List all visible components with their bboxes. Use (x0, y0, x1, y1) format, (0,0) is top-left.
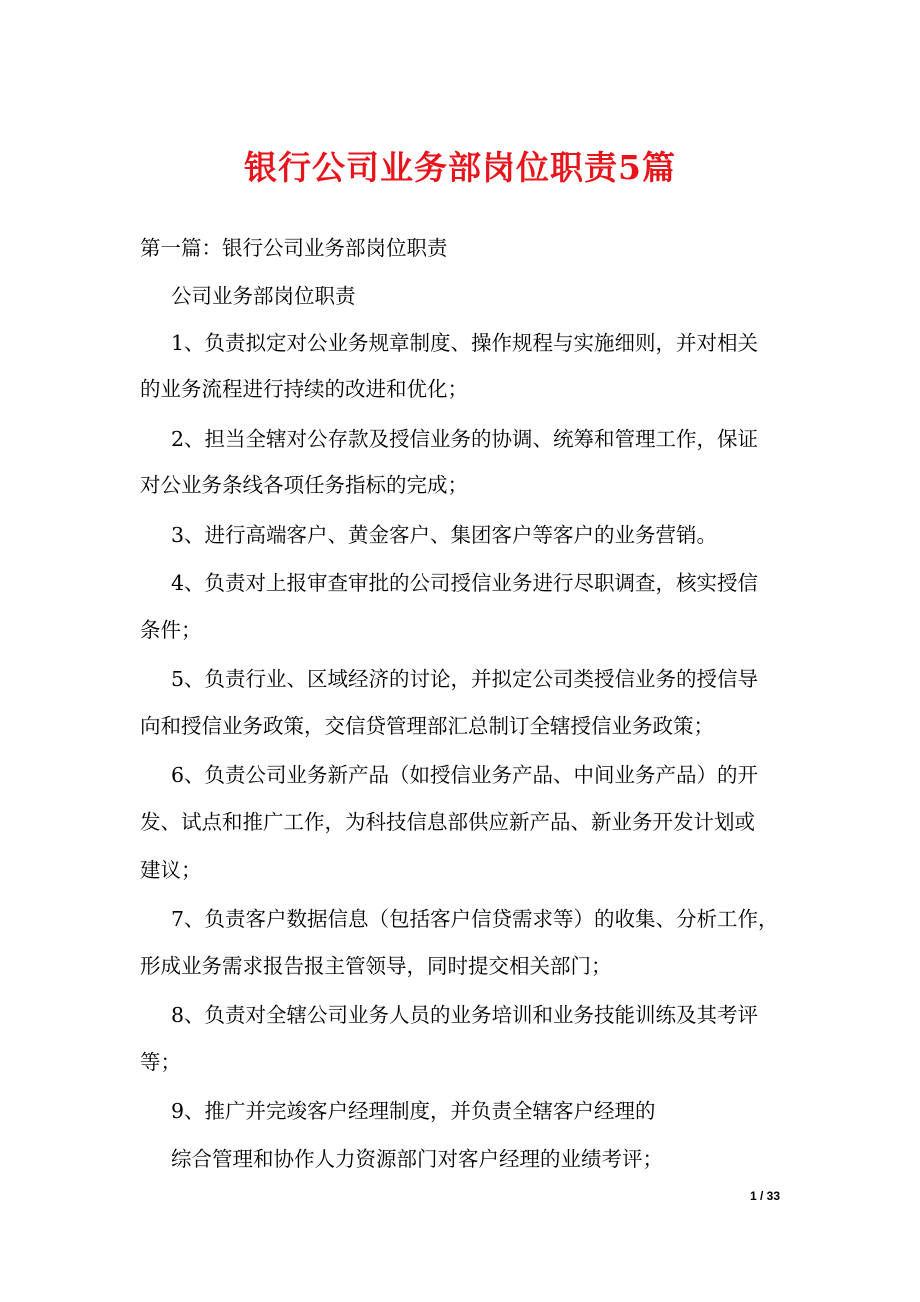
duty-2-line-2: 对公业务条线各项任务指标的完成； (140, 473, 468, 497)
duty-6-line-1: 6、负责公司业务新产品（如授信业务产品、中间业务产品）的开 (171, 763, 759, 787)
duty-5-line-2: 向和授信业务政策，交信贷管理部汇总制订全辖授信业务政策； (140, 714, 714, 738)
document-title: 银行公司业务部岗位职责5篇 (244, 148, 676, 187)
duty-6-line-2: 发、试点和推广工作，为科技信息部供应新产品、新业务开发计划或 (140, 810, 755, 834)
duty-3-line-1: 3、进行高端客户、黄金客户、集团客户等客户的业务营销。 (171, 523, 718, 547)
duty-4-line-1: 4、负责对上报审查审批的公司授信业务进行尽职调查，核实授信 (171, 571, 759, 595)
duty-7-line-1: 7、负责客户数据信息（包括客户信贷需求等）的收集、分析工作， (171, 907, 779, 931)
page-number: 1 / 33 (749, 1189, 780, 1203)
duty-1-line-1: 1、负责拟定对公业务规章制度、操作规程与实施细则，并对相关 (171, 331, 759, 355)
duty-4-line-2: 条件； (140, 618, 202, 642)
section-heading: 第一篇：银行公司业务部岗位职责 (140, 236, 448, 260)
duty-8-line-1: 8、负责对全辖公司业务人员的业务培训和业务技能训练及其考评 (171, 1003, 759, 1027)
duty-5-line-1: 5、负责行业、区域经济的讨论，并拟定公司类授信业务的授信导 (171, 667, 759, 691)
duty-1-line-2: 的业务流程进行持续的改进和优化； (140, 377, 468, 401)
duty-8-line-2: 等； (140, 1050, 181, 1074)
duty-6-line-3: 建议； (140, 858, 202, 882)
duty-2-line-1: 2、担当全辖对公存款及授信业务的协调、统筹和管理工作，保证 (171, 427, 759, 451)
subsection-heading: 公司业务部岗位职责 (171, 284, 356, 308)
duty-9-line-2: 综合管理和协作人力资源部门对客户经理的业绩考评； (171, 1147, 663, 1171)
duty-7-line-2: 形成业务需求报告报主管领导，同时提交相关部门； (140, 954, 612, 978)
duty-9-line-1: 9、推广并完竣客户经理制度，并负责全辖客户经理的 (171, 1099, 656, 1123)
